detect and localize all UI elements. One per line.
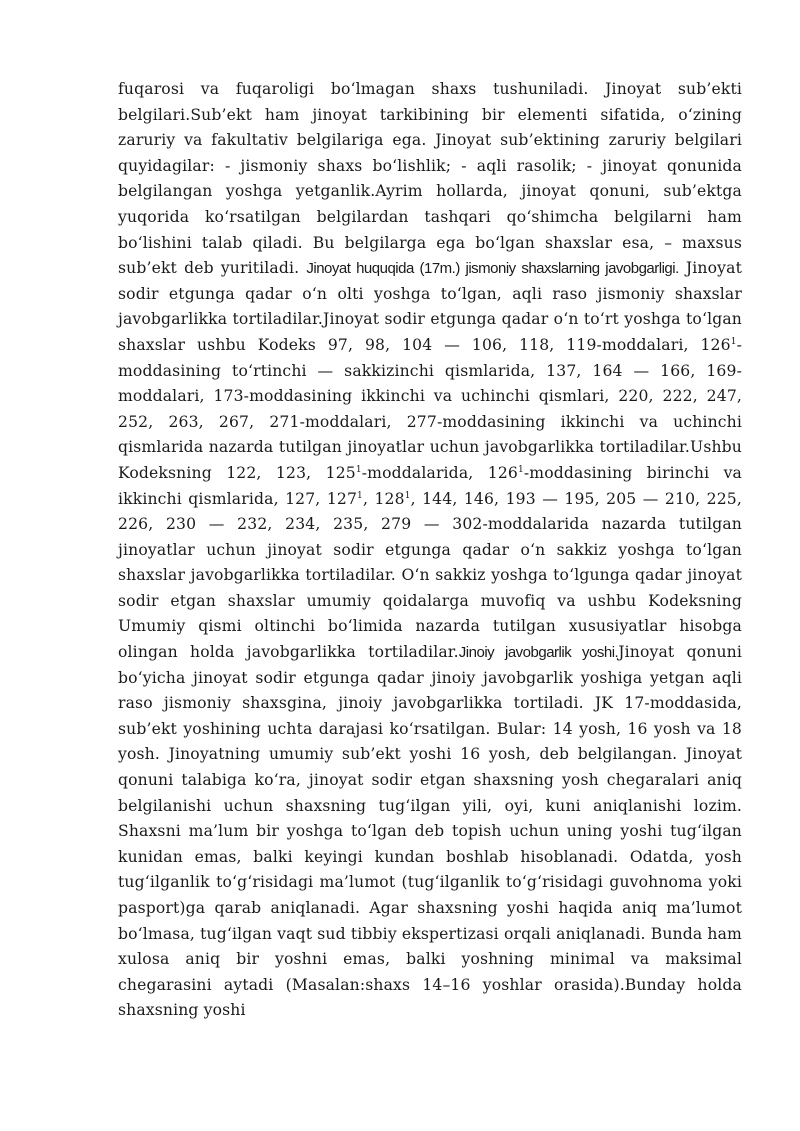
superscript: 1 [357,490,363,501]
text-segment: -moddasining birinchi va ikkinchi qismlarida, 127, 127 [118,463,743,508]
text-segment: -moddasining to‘rtinchi — sakkizinchi qismlarida, 137, 164 — 166, 169-moddalari, 173-moddasining ikkinchi va uchinchi qismlari, 220, 222, 247, 252, 263, 267, 271-moddalari, 277-moddasining ikkinchi va uchinchi qismlarida nazarda tutilgan jinoyatlar uchun javobgarlikka tortiladilar.Ushbu Kodeksning 122, 123, 125 [118,335,742,482]
text-segment: , 128 [362,489,405,508]
superscript: 1 [517,464,524,475]
inline-heading-javobgarlik-yoshi: Jinoiy javobgarlik yoshi. [458,644,619,662]
text-segment: -moddalarida, 126 [361,463,518,482]
text-segment: fuqarosi va fuqaroligi bo‘lmagan shaxs tushuniladi. Jinoyat sub’ekti belgilari.Sub’ekt ham jinoyat tarkibining bir elementi sifatida, o‘zining zaruriy va fakultativ belgilariga ega. Jinoyat sub’ektining zaruriy belgilari quyidagilar: - jismoniy shaxs bo‘lishlik; - aqli rasolik; - jinoyat qonunida belgilangan yoshga yetganlik.Ayrim hollarda, jinoyat qonuni, sub’ektga yuqorida ko‘rsatilgan belgilardan tashqari qo‘shimcha belgilarni ham bo‘lishini talab qiladi. Bu belgilarga ega bo‘lgan shaxslar esa, – maxsus sub’ekt deb yuritiladi. [118,80,742,278]
body-paragraph [118,77,742,1024]
text-segment: Jinoyat sodir etgunga qadar o‘n olti yoshga to‘lgan, aqli raso jismoniy shaxslar javobgarlikka tortiladilar.Jinoyat sodir etgunga qadar o‘n to‘rt yoshga to‘lgan shaxslar ushbu Kodeks 97, 98, 104 — 106, 118, 119-moddalari, 126 [118,259,742,354]
document-page [118,77,742,1024]
inline-heading-jismoniy-shaxslar: Jinoyat huquqida (17m.) jismoniy shaxslarning javobgarligi. [306,260,679,278]
superscript: 1 [355,464,362,475]
text-segment: Jinoyat qonuni bo‘yicha jinoyat sodir etgunga qadar jinoiy javobgarlik yoshiga yetgan aqli raso jismoniy shaxsgina, jinoiy javobgarlikka tortiladi. JK 17-moddasida, sub’ekt yoshining uchta darajasi ko‘rsatilgan. Bular: 14 yosh, 16 yosh va 18 yosh. Jinoyatning umumiy sub’ekt yoshi 16 yosh, deb belgilangan. Jinoyat qonuni talabiga ko‘ra, jinoyat sodir etgan shaxsning yosh chegaralari aniq belgilanishi uchun shaxsning tug‘ilgan yili, oyi, kuni aniqlanishi lozim. Shaxsni ma’lum bir yoshga to‘lgan deb topish uchun uning yoshi tug‘ilgan kunidan emas, balki keyingi kundan boshlab hisoblanadi. Odatda, yosh tug‘ilganlik to‘g‘risidagi ma’lumot (tug‘ilganlik to‘g‘risidagi guvohnoma yoki pasport)ga qarab aniqlanadi. Agar shaxsning yoshi haqida aniq ma’lumot bo‘lmasa, tug‘ilgan vaqt sud tibbiy ekspertizasi orqali aniqlanadi. Bunda ham xulosa aniq bir yoshni emas, balki yoshning minimal va maksimal chegarasini aytadi (Masalan:shaxs 14–16 yoshlar orasida).Bunday holda shaxsning yoshi [118,643,742,1020]
text-segment: , 144, 146, 193 — 195, 205 — 210, 225, 226, 230 — 232, 234, 235, 279 — 302-moddalarida nazarda tutilgan jinoyatlar uchun jinoyat sodir etgunga qadar o‘n sakkiz yoshga to‘lgan shaxslar javobgarlikka tortiladilar. O‘n sakkiz yoshga to‘lgunga qadar jinoyat sodir etgan shaxslar umumiy qoidalarga muvofiq va ushbu Kodeksning Umumiy qismi oltinchi bo‘limida nazarda tutilgan xususiyatlar hisobga olingan holda javobgarlikka tortiladilar. [118,489,742,662]
superscript: 1 [404,490,411,501]
superscript: 1 [730,336,737,347]
